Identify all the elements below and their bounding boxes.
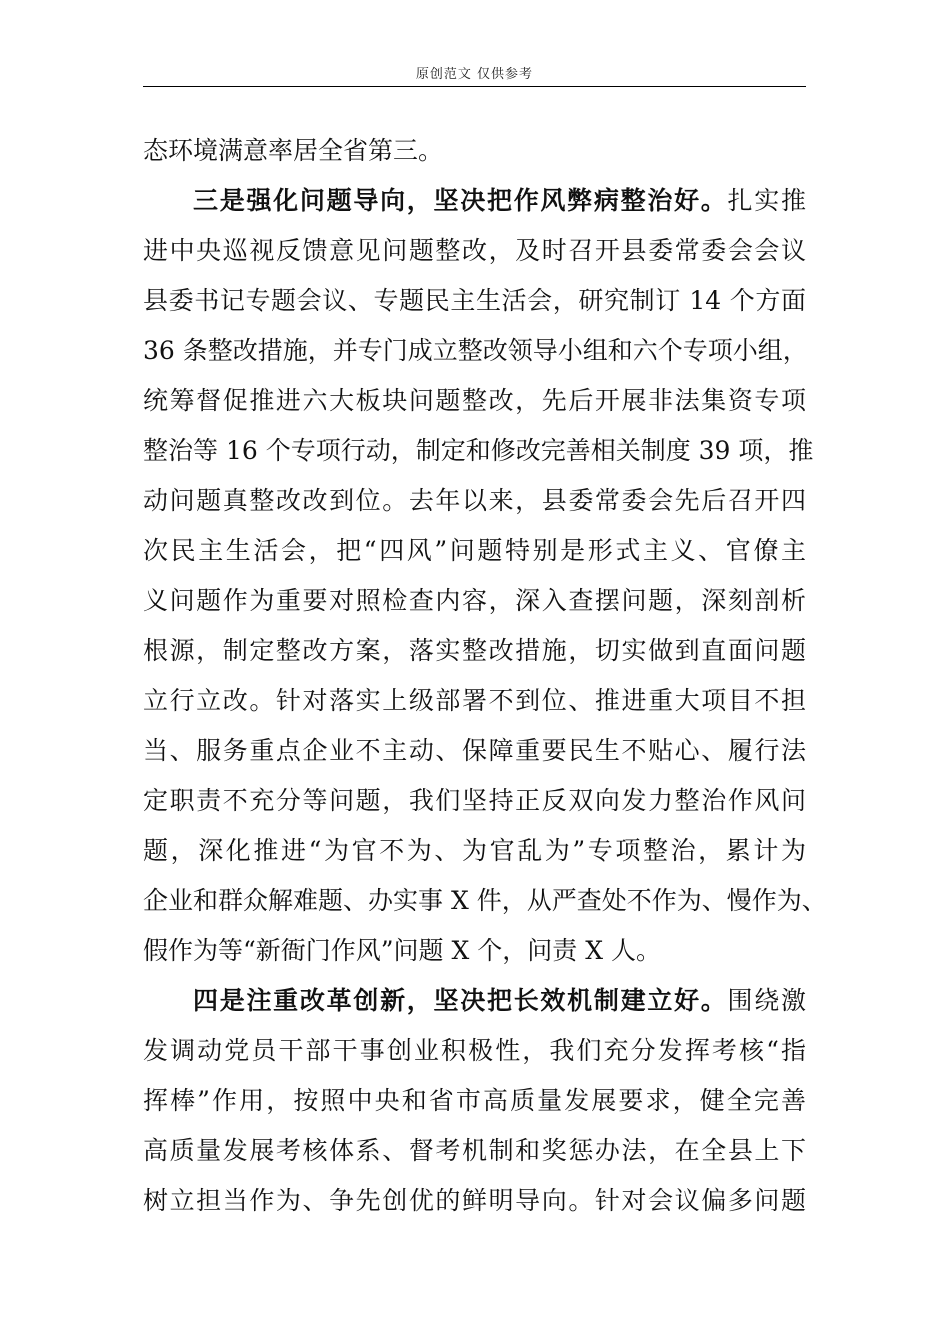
section-heading-3: 三是强化问题导向，坚决把作风弊病整治好。 — [193, 186, 728, 215]
body-line-5: 36 条整改措施，并专门成立整改领导小组和六个专项小组， — [143, 336, 808, 365]
body-line-1: 态环境满意率居全省第三。 — [143, 136, 444, 165]
section-heading-3-line: 三是强化问题导向，坚决把作风弊病整治好。扎实推 — [193, 186, 806, 215]
body-line-13: 当、服务重点企业不主动、保障重要民生不贴心、履行法 — [143, 736, 806, 765]
body-line-17: 假作为等“新衙门作风”问题 X 个，问责 X 人。 — [143, 936, 661, 965]
body-line-21: 高质量发展考核体系、督考机制和奖惩办法，在全县上下 — [143, 1136, 806, 1165]
body-line-7: 整治等 16 个专项行动，制定和修改完善相关制度 39 项，推 — [143, 436, 814, 465]
body-line-15: 题，深化推进“为官不为、为官乱为”专项整治，累计为 — [143, 836, 806, 865]
body-line-8: 动问题真整改改到位。去年以来，县委常委会先后召开四 — [143, 486, 806, 515]
body-line-16: 企业和群众解难题、办实事 X 件，从严查处不作为、慢作为、 — [143, 886, 827, 915]
page-header — [143, 66, 806, 87]
header-text: 原创范文 仅供参考 — [415, 67, 534, 82]
section-heading-4-line: 四是注重改革创新，坚决把长效机制建立好。围绕激 — [193, 986, 806, 1015]
body-line-4: 县委书记专题会议、专题民主生活会，研究制订 14 个方面 — [143, 286, 806, 315]
body-line-9: 次民主生活会，把“四风”问题特别是形式主义、官僚主 — [143, 536, 806, 565]
body-line-20: 挥棒”作用，按照中央和省市高质量发展要求，健全完善 — [143, 1086, 806, 1115]
body-line-6: 统筹督促推进六大板块问题整改，先后开展非法集资专项 — [143, 386, 806, 415]
document-body — [143, 126, 827, 1226]
body-line-14: 定职责不充分等问题，我们坚持正反双向发力整治作风问 — [143, 786, 806, 815]
body-line-12: 立行立改。针对落实上级部署不到位、推进重大项目不担 — [143, 686, 806, 715]
body-line-22: 树立担当作为、争先创优的鲜明导向。针对会议偏多问题 — [143, 1186, 806, 1215]
section-heading-4: 四是注重改革创新，坚决把长效机制建立好。 — [193, 986, 728, 1015]
body-line-10: 义问题作为重要对照检查内容，深入查摆问题，深刻剖析 — [143, 586, 806, 615]
body-line-3: 进中央巡视反馈意见问题整改，及时召开县委常委会会议 — [143, 236, 806, 265]
body-line-19: 发调动党员干部干事创业积极性，我们充分发挥考核“指 — [143, 1036, 806, 1065]
body-line-11: 根源，制定整改方案，落实整改措施，切实做到直面问题 — [143, 636, 806, 665]
